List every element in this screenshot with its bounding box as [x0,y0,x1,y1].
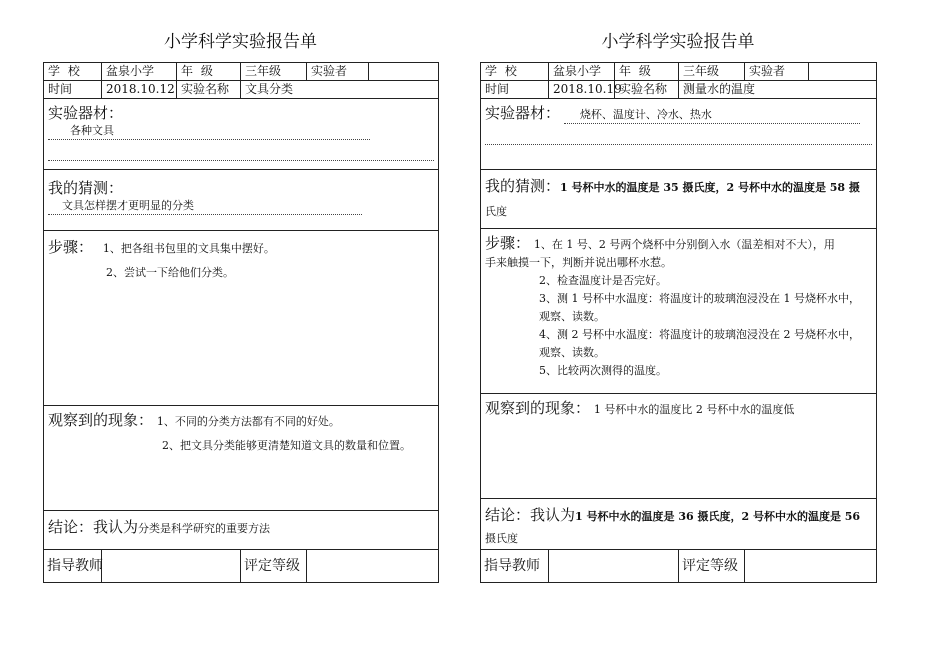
observation-item: 1、不同的分类方法都有不同的好处。 [156,415,340,428]
observation-item: 1 号杯中水的温度比 2 号杯中水的温度低 [593,403,795,416]
grade-value: 三年级 [679,63,745,81]
steps-section [44,231,439,406]
step-item: 3、测 1 号杯中水温度：将温度计的玻璃泡浸没在 1 号烧杯水中， [539,292,860,305]
experimenter-label: 实验者 [745,63,809,81]
guess-value-cont: 氏度 [485,205,507,218]
step-item-cont: 观察、读数。 [539,346,605,359]
step-item: 2、检查温度计是否完好。 [539,274,667,287]
time-label: 时间 [44,81,102,99]
time-label: 时间 [481,81,549,99]
materials-section [481,99,877,170]
step-item: 5、比较两次测得的温度。 [539,364,667,377]
conclusion-value: 1 号杯中水的温度是 36 摄氏度，2 号杯中水的温度是 56 [575,510,861,523]
step-item: 4、测 2 号杯中水温度：将温度计的玻璃泡浸没在 2 号烧杯水中， [539,328,860,341]
step-item-cont: 观察、读数。 [539,310,605,323]
experiment-name-label: 实验名称 [177,81,241,99]
report-form-left [43,30,438,583]
evaluation-label: 评定等级 [679,550,745,583]
materials-value: 烧杯、温度计、冷水、热水 [564,107,860,124]
steps-label: 步骤： [485,234,531,252]
teacher-label: 指导教师 [44,550,102,583]
teacher-value [549,550,679,583]
conclusion-value-cont: 摄氏度 [485,532,518,545]
step-item: 1、在 1 号、2 号两个烧杯中分别倒入水（温差相对不大），用 [533,238,835,251]
grade-value: 三年级 [241,63,307,81]
report-table [480,62,877,583]
report-table [43,62,439,583]
experiment-name-label: 实验名称 [615,81,679,99]
school-value: 盆泉小学 [549,63,615,81]
conclusion-section [481,499,877,550]
conclusion-value: 分类是科学研究的重要方法 [138,522,271,535]
date-value: 2018.10.19 [549,81,615,99]
evaluation-value [745,550,877,583]
observation-label: 观察到的现象： [485,399,591,417]
conclusion-label: 结论：我认为 [48,518,139,536]
materials-label: 实验器材： [48,104,124,122]
dotted-line [485,144,872,145]
step-item: 2、尝试一下给他们分类。 [106,266,234,279]
guess-label: 我的猜测： [48,179,124,197]
observation-section [44,406,439,511]
report-form-right [480,30,876,583]
experiment-name-value: 测量水的温度 [679,81,877,99]
grade-label: 年 级 [177,63,241,81]
experimenter-value [369,63,439,81]
observation-item: 2、把文具分类能够更清楚知道文具的数量和位置。 [162,439,411,452]
form-title: 小学科学实验报告单 [164,32,317,52]
date-value: 2018.10.12 [102,81,177,99]
experimenter-value [809,63,877,81]
grade-label: 年 级 [615,63,679,81]
materials-value: 各种文具 [48,123,370,140]
observation-section [481,394,877,499]
guess-label: 我的猜测： [485,177,561,195]
school-label: 学 校 [44,63,102,81]
experiment-name-value: 文具分类 [241,81,439,99]
dotted-line [48,160,434,161]
teacher-label: 指导教师 [481,550,549,583]
school-value: 盆泉小学 [102,63,177,81]
evaluation-label: 评定等级 [241,550,307,583]
guess-value: 1 号杯中水的温度是 35 摄氏度，2 号杯中水的温度是 58 摄 [560,181,860,194]
evaluation-value [307,550,439,583]
guess-section [44,170,439,231]
guess-section [481,170,877,229]
steps-label: 步骤： [48,238,94,256]
experimenter-label: 实验者 [307,63,369,81]
observation-label: 观察到的现象： [48,411,154,429]
teacher-value [102,550,241,583]
step-item: 1、把各组书包里的文具集中摆好。 [102,242,275,255]
guess-value: 文具怎样摆才更明显的分类 [48,198,362,215]
form-title: 小学科学实验报告单 [601,32,755,52]
steps-section [481,229,877,394]
conclusion-label: 结论：我认为 [485,506,576,524]
conclusion-section [44,511,439,550]
materials-section [44,99,439,170]
materials-label: 实验器材： [485,104,561,122]
school-label: 学 校 [481,63,549,81]
step-item-cont: 手来触摸一下，判断并说出哪杯水惹。 [485,256,672,269]
